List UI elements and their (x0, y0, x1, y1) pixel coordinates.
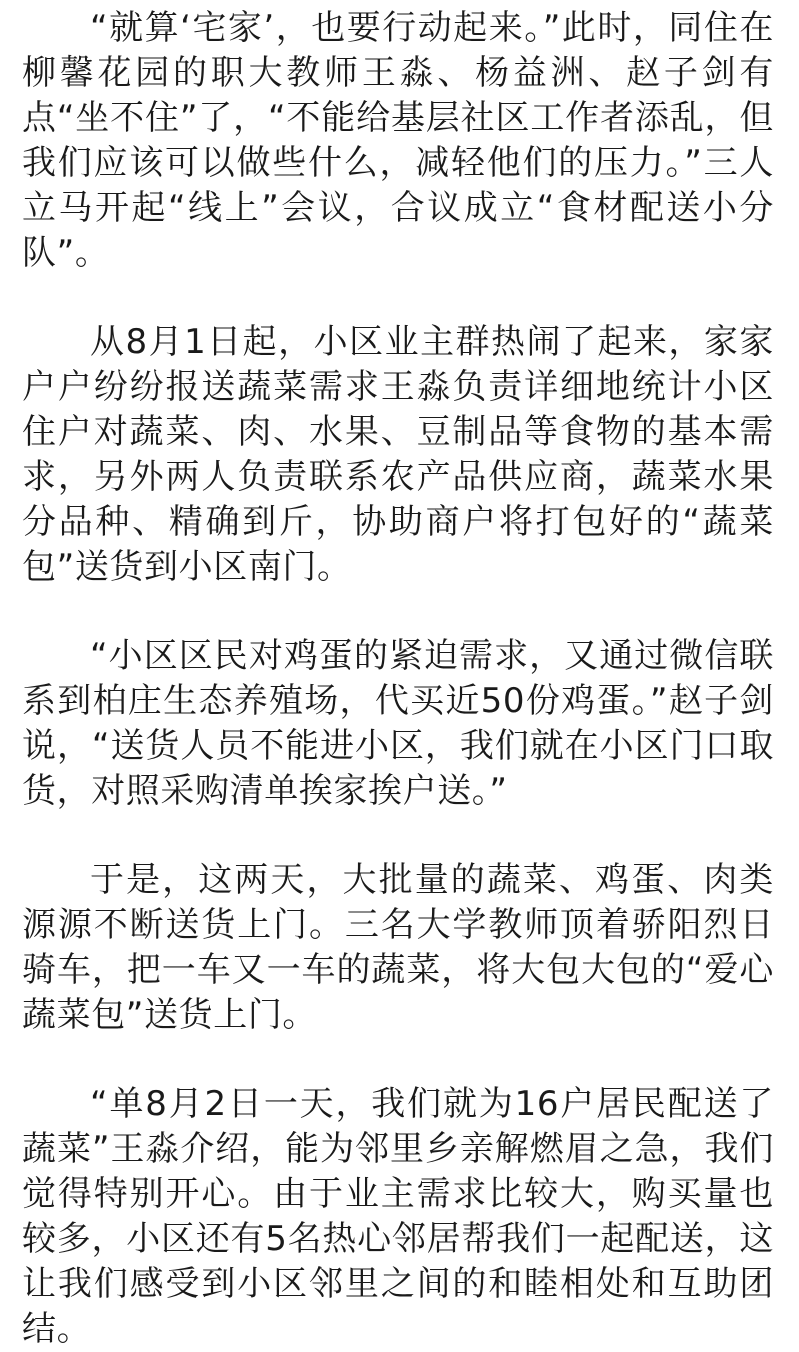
paragraph-2: 从8月1日起，小区业主群热闹了起来，家家户户纷纷报送蔬菜需求王淼负责详细地统计小区住户对蔬菜、肉、水果、豆制品等食物的基本需求，另外两人负责联系农产品供应商，蔬菜水果分品种、精确到斤，协助商户将打包好的“蔬菜包”送货到小区南门。 (22, 322, 774, 587)
paragraph-4: 于是，这两天，大批量的蔬菜、鸡蛋、肉类源源不断送货上门。三名大学教师顶着骄阳烈日骑车，把一车又一车的蔬菜，将大包大包的“爱心蔬菜包”送货上门。 (22, 860, 774, 1035)
paragraph-3: “小区区民对鸡蛋的紧迫需求，又通过微信联系到柏庄生态养殖场，代买近50份鸡蛋。”赵子剑说，“送货人员不能进小区，我们就在小区门口取货，对照采购清单挨家挨户送。” (22, 636, 774, 811)
article-body (22, 6, 774, 1352)
paragraph-5: “单8月2日一天，我们就为16户居民配送了蔬菜”王淼介绍，能为邻里乡亲解燃眉之急，我们觉得特别开心。由于业主需求比较大，购买量也较多，小区还有5名热心邻居帮我们一起配送，这让我们感受到小区邻里之间的和睦相处和互助团结。 (22, 1084, 774, 1349)
paragraph-1: “就算‘宅家’，也要行动起来。”此时，同住在柳馨花园的职大教师王淼、杨益洲、赵子剑有点“坐不住”了，“不能给基层社区工作者添乱，但我们应该可以做些什么，减轻他们的压力。”三人立马开起“线上”会议，合议成立“食材配送小分队”。 (22, 8, 774, 273)
